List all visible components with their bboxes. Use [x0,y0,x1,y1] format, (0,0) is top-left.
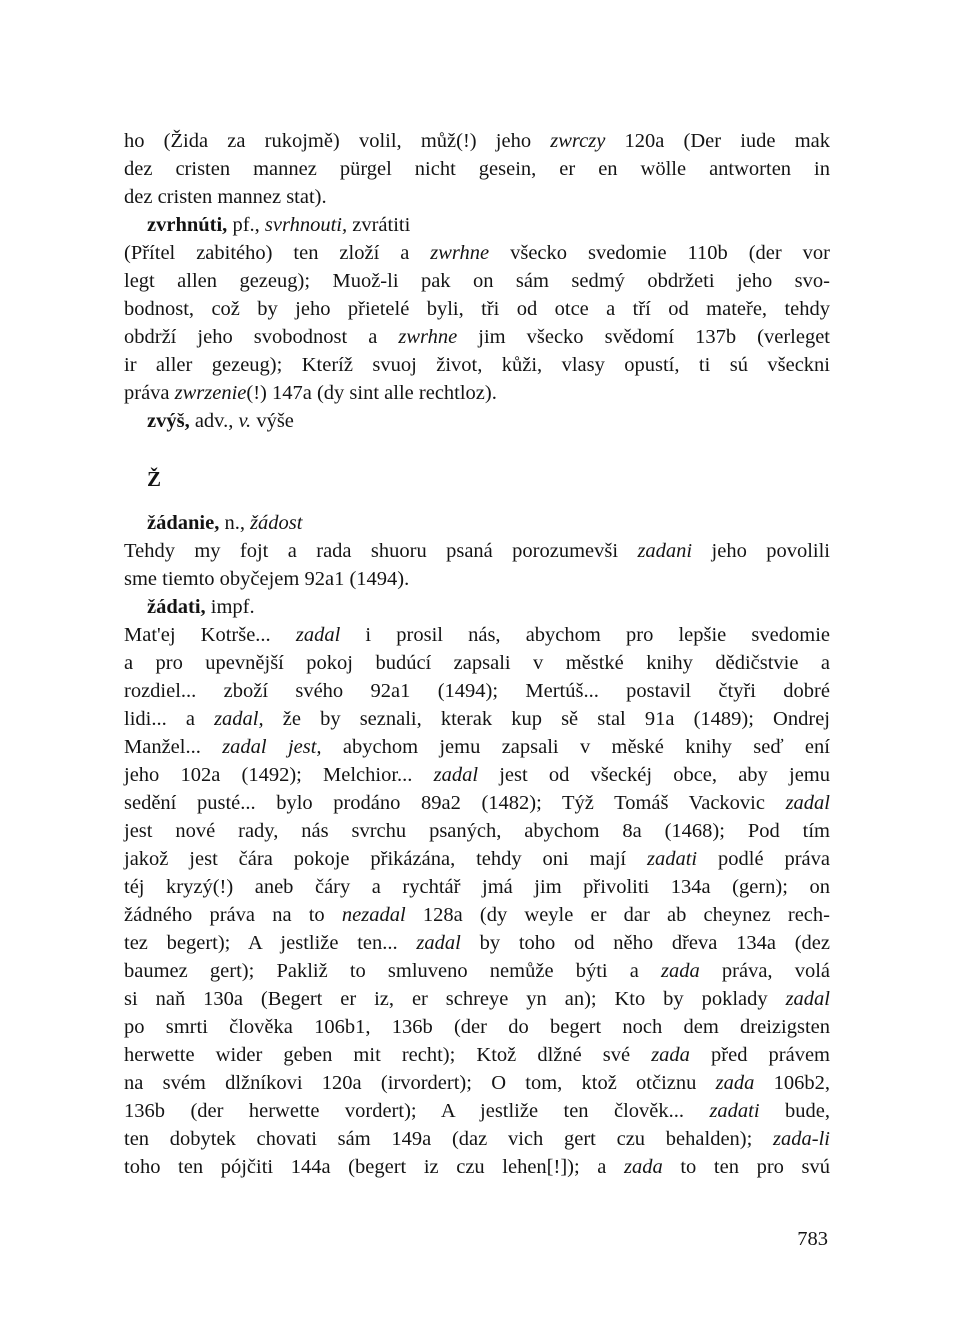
section-letter: Ž [147,467,162,491]
text-line: Manžel... zadal jest, abychom jemu zapsali v měské knihy seď ení [124,736,830,758]
text-line: jakož jest čára pokoje přikázána, tehdy oni mají zadati podlé práva [124,848,831,870]
text-line: 136b (der herwette vordert); A jestliže ten člověk... zadati bude, [124,1100,830,1122]
text-line: obdrží jeho svobodnost a zwrhne jim všecko svědomí 137b (verleget [124,326,830,348]
text-line: sme tiemto obyčejem 92a1 (1494). [124,568,410,590]
text-line: rozdiel... zboží svého 92a1 (1494); Mertúš... postavil čtyři dobré [124,680,830,702]
page-number: 783 [797,1228,828,1250]
text-line: ir aller gezeug); Kteríž svuoj život, kůži, vlasy opustí, ti sú všeckni [124,354,830,376]
text-line: ten dobytek chovati sám 149a (daz vich gert czu behalden); zada-li [124,1128,830,1150]
text-line: po smrti člověka 106b1, 136b (der do begert noch dem dreizigsten [124,1016,830,1038]
text-line: (Přítel zabitého) ten zloží a zwrhne všecko svedomie 110b (der vor [124,242,830,264]
entry-headword-line: zvýš, adv., v. výše [147,410,294,432]
headword: zvýš, [147,410,190,432]
text-line: na svém dlžníkovi 120a (irvordert); O tom, ktož otčiznu zada 106b2, [124,1072,830,1094]
entry-headword-line: žádanie, n., žádost [147,512,303,534]
text-line: práva zwrzenie(!) 147a (dy sint alle rechtloz). [124,382,497,404]
text-line: legt allen gezeug); Muož-li pak on sám sedmý obdržeti jeho svo- [124,270,830,292]
text-line: a pro upevnější pokoj budúcí zapsali v městké knihy dědičstvie a [124,652,830,674]
headword: zvrhnúti, [147,214,228,236]
text-line: herwette wider geben mit recht); Ktož dlžné své zada před právem [124,1044,830,1066]
headword: žádanie, [147,512,220,534]
text-line: bodnost, což by jeho přietelé byli, tři od otce a tří od mateře, tehdy [124,298,830,320]
text-line: žádného práva na to nezadal 128a (dy weyle er dar ab cheynez rech- [124,904,830,926]
text-line: Mat'ej Kotrše... zadal i prosil nás, abychom pro lepšie svedomie [124,624,830,646]
text-line: sedění pusté... bylo prodáno 89a2 (1482); Týž Tomáš Vackovic zadal [124,792,830,814]
text-line: baumez gert); Pakliž to smluveno nemůže býti a zada práva, volá [124,960,830,982]
entry-headword-line: zvrhnúti, pf., svrhnouti, zvrátiti [147,214,411,236]
text-line: Tehdy my fojt a rada shuoru psaná porozumevši zadani jeho povolili [124,540,830,562]
headword: žádati, [147,596,206,618]
text-line: dez cristen mannez pürgel nicht gesein, er en wölle antworten in [124,158,830,180]
text-line: dez cristen mannez stat). [124,186,327,208]
text-line: jest nové rady, nás svrchu psaných, abychom 8a (1468); Pod tím [124,820,830,842]
text-line: tez begert); A jestliže ten... zadal by toho od něho dřeva 134a (dez [124,932,830,954]
text-line: lidi... a zadal, že by seznali, kterak kup sě stal 91a (1489); Ondrej [124,708,830,730]
text-line: toho ten pójčiti 144a (begert iz czu lehen[!]); a zada to ten pro svú [124,1156,830,1178]
text-line: ho (Žida za rukojmě) volil, můž(!) jeho zwrczy 120a (Der iude mak [124,130,830,152]
entry-headword-line: žádati, impf. [147,596,255,618]
text-line: téj kryzý(!) aneb čáry a rychtář jmá jim přivoliti 134a (gern); on [124,876,830,898]
text-line: jeho 102a (1492); Melchior... zadal jest od všeckéj obce, aby jemu [124,764,830,786]
text-line: si naň 130a (Begert er iz, er schreye yn an); Kto by poklady zadal [124,988,830,1010]
